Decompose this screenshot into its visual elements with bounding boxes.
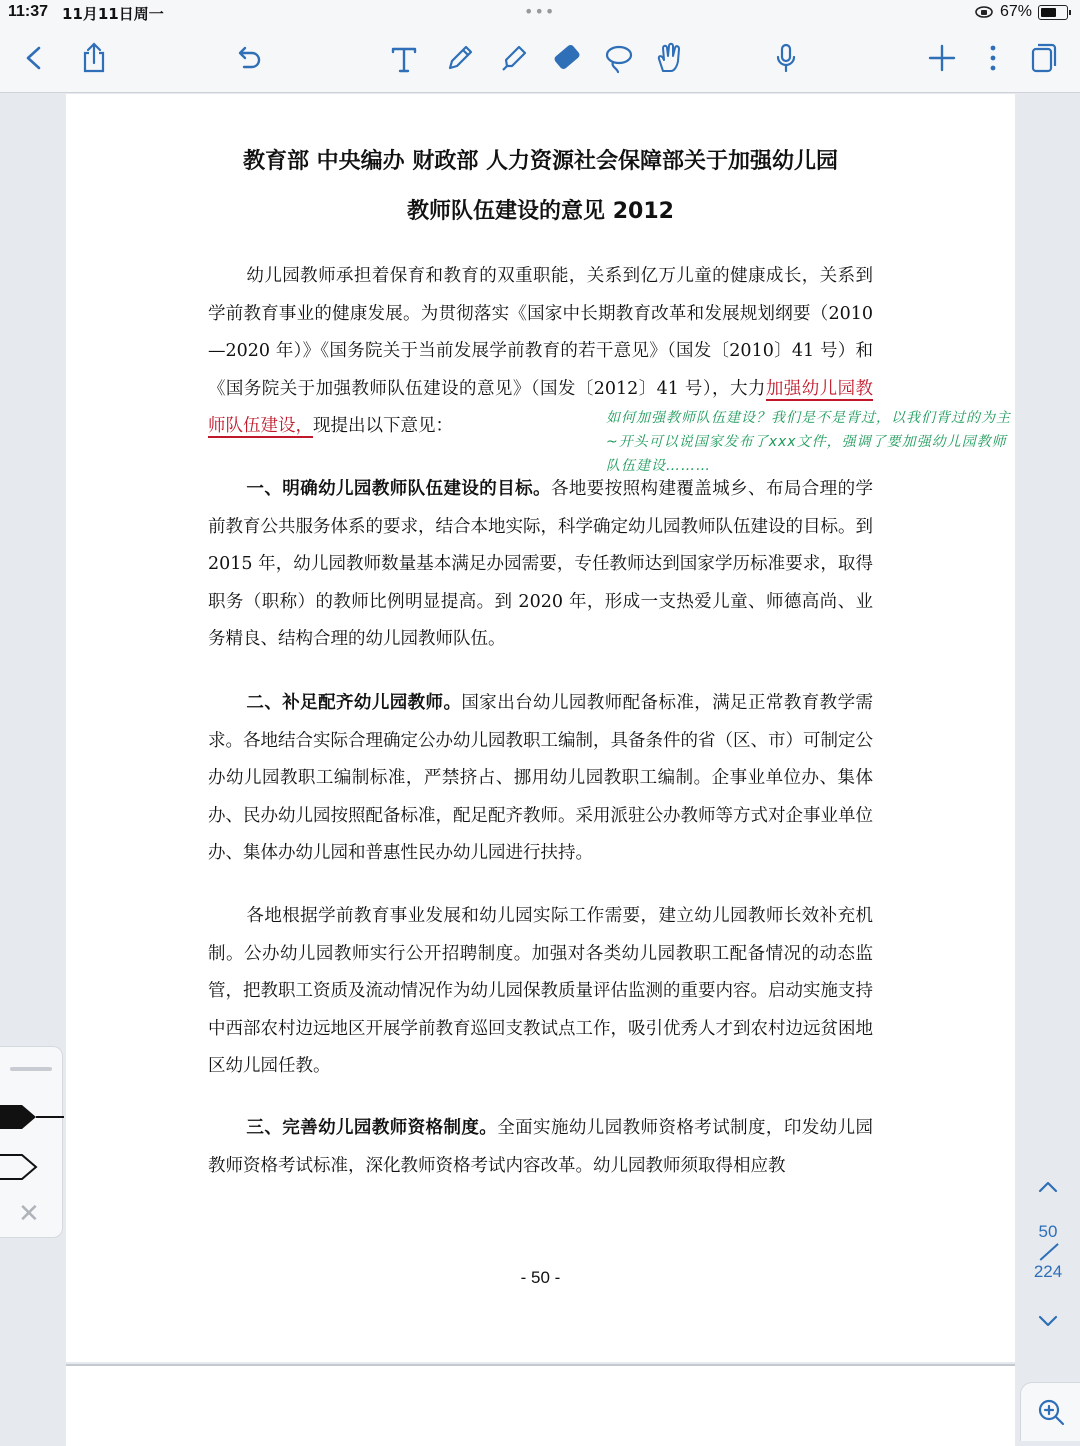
page-up-icon[interactable] xyxy=(1030,1172,1066,1202)
undo-icon[interactable] xyxy=(228,38,268,78)
section-3-body: 全面实施幼儿园教师资格考试制度，印发幼儿园教师资格考试标准，深化教师资格考试内容改革。幼儿园教师须取得相应教 xyxy=(208,1118,874,1176)
battery-icon xyxy=(1038,5,1068,20)
rotation-lock-icon xyxy=(974,5,994,19)
text-tool-icon[interactable] xyxy=(384,38,424,78)
pages-icon[interactable] xyxy=(1024,38,1064,78)
page-down-icon[interactable] xyxy=(1030,1306,1066,1336)
panel-grip[interactable] xyxy=(10,1067,52,1071)
section-2-heading: 二、补足配齐幼儿园教师。 xyxy=(246,693,462,713)
microphone-icon[interactable] xyxy=(766,38,806,78)
page-counter[interactable] xyxy=(1024,1222,1072,1282)
section-2b-body: 各地根据学前教育事业发展和幼儿园实际工作需要，建立幼儿园教师长效补充机制。公办幼儿园教师实行公开招聘制度。加强对各类幼儿园教职工配备情况的动态监管，把教职工资质及流动情况作为幼儿园保教质量评估监测的重要内容。启动实施支持中西部农村边远地区开展学前教育巡回支教试点工作，吸引优秀人才到农村边远贫困地区幼儿园任教。 xyxy=(208,906,873,1076)
doc-title-line1: 教育部 中央编办 财政部 人力资源社会保障部关于加强幼儿园 xyxy=(243,149,838,174)
intro-end: 现提出以下意见： xyxy=(313,416,453,436)
page-number: - 50 - xyxy=(520,1268,561,1287)
pen-tool-icon[interactable] xyxy=(440,38,480,78)
section-2 xyxy=(208,685,873,873)
section-2-continued xyxy=(208,898,873,1086)
section-3-heading: 三、完善幼儿园教师资格制度。 xyxy=(246,1118,498,1138)
handwritten-note[interactable]: 如何加强教师队伍建设？我们是不是背过，以我们背过的为主~开头可以说国家发布了xxx文件，强调了要加强幼儿园教师队伍建设……… xyxy=(606,410,1011,474)
back-icon[interactable] xyxy=(14,38,54,78)
black-pen-icon[interactable] xyxy=(0,1099,64,1135)
more-icon[interactable] xyxy=(973,38,1013,78)
lasso-tool-icon[interactable] xyxy=(598,38,638,78)
hand-tool-icon[interactable] xyxy=(650,38,690,78)
eraser-tool-icon[interactable] xyxy=(546,38,586,78)
highlighted-annotation[interactable]: 加强幼儿园教师队伍建设， xyxy=(208,378,874,436)
document-page[interactable] xyxy=(66,94,1015,1362)
multitasking-dots-icon[interactable]: ••• xyxy=(524,2,556,21)
section-3 xyxy=(208,1110,873,1185)
section-1-body: 各地要按照构建覆盖城乡、布局合理的学前教育公共服务体系的要求，结合本地实际，科学确定幼儿园教师队伍建设的目标。到 2015 年，幼儿园教师数量基本满足办园需要，专任教师达到国家学历标准要求，取得职务（职称）的教师比例明显提高。到 2020 年，形成一支热爱儿童、师德高尚、业务精良、结构合理的幼儿园教师队伍。 xyxy=(208,479,874,649)
outline-pen-icon[interactable] xyxy=(0,1149,64,1185)
intro-text: 幼儿园教师承担着保育和教育的双重职能，关系到亿万儿童的健康成长，关系到学前教育事业的健康发展。为贯彻落实《国家中长期教育改革和发展规划纲要（2010—2020 年）》《国务院关于当前发展学前教育的若干意见》（国发〔2010〕41 号）和《国务院关于加强教师队伍建设的意见》（国发〔2012〕41 号），大力 xyxy=(208,266,873,399)
status-bar xyxy=(0,0,1080,26)
section-1-heading: 一、明确幼儿园教师队伍建设的目标。 xyxy=(246,479,551,499)
battery-percent: 67% xyxy=(999,3,1032,20)
status-date: 11月11日周一 xyxy=(62,5,164,23)
total-pages: 224 xyxy=(1033,1262,1063,1281)
zoom-in-icon[interactable] xyxy=(1020,1382,1080,1441)
section-1 xyxy=(208,471,873,659)
page-slash xyxy=(1024,1242,1072,1262)
share-icon[interactable] xyxy=(74,38,114,78)
current-page: 50 xyxy=(1038,1222,1058,1241)
pen-palette xyxy=(0,1046,63,1238)
highlighter-tool-icon[interactable] xyxy=(494,38,534,78)
status-right xyxy=(974,3,1068,21)
section-2-body: 国家出台幼儿园教师配备标准，满足正常教育教学需求。各地结合实际合理确定公办幼儿园教职工编制，具备条件的省（区、市）可制定公办幼儿园教职工编制标准，严禁挤占、挪用幼儿园教职工编制。企事业单位办、集体办、民办幼儿园按照配备标准，配足配齐教师。采用派驻公办教师等方式对企事业单位办、集体办幼儿园和普惠性民办幼儿园进行扶持。 xyxy=(208,693,874,863)
toolbar xyxy=(0,26,1080,93)
doc-title-line2: 教师队伍建设的意见 2012 xyxy=(407,199,674,224)
add-icon[interactable] xyxy=(922,38,962,78)
next-page[interactable] xyxy=(66,1364,1015,1446)
status-time: 11:37 xyxy=(8,3,49,20)
close-icon[interactable]: ✕ xyxy=(18,1199,40,1229)
